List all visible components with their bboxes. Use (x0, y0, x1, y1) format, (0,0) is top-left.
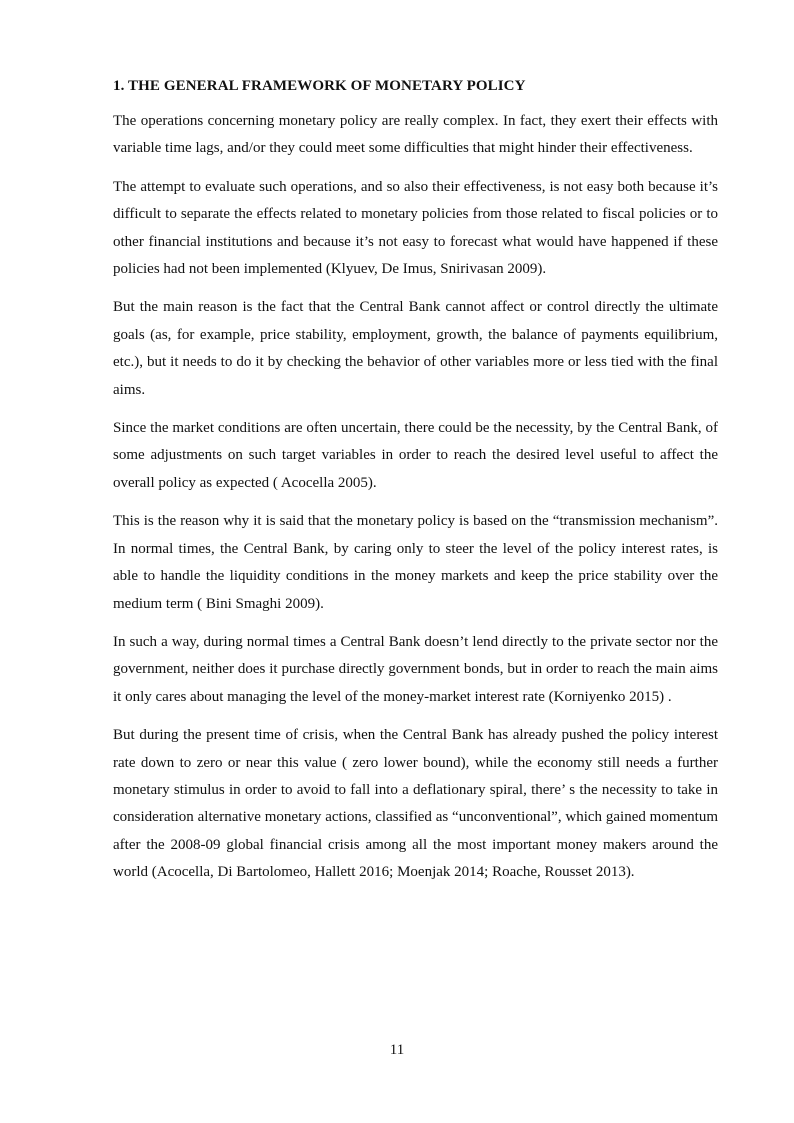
page-body (113, 76, 718, 898)
paragraph: In such a way, during normal times a Central Bank doesn’t lend directly to the private sector nor the government, neither does it purchase directly government bonds, but in order to reach the main aims it only cares about managing the level of the money-market interest rate (Korniyenko 2015) . (113, 633, 718, 705)
paragraph: But during the present time of crisis, when the Central Bank has already pushed the policy interest rate down to zero or near this value ( zero lower bound), while the economy still needs a further monetary stimulus in order to avoid to fall into a deflationary spiral, there’ s the necessity to take in consideration alternative monetary actions, classified as “unconventional”, which gained momentum after the 2008-09 global financial crisis among all the most important money makers around the world (Acocella, Di Bartolomeo, Hallett 2016; Moenjak 2014; Roache, Rousset 2013). (113, 727, 718, 881)
paragraph: The operations concerning monetary policy are really complex. In fact, they exert their effects with variable time lags, and/or they could meet some difficulties that might hinder their effectiveness. (113, 113, 718, 157)
paragraph: This is the reason why it is said that the monetary policy is based on the “transmission mechanism”. In normal times, the Central Bank, by caring only to steer the level of the policy interest rates, is able to handle the liquidity conditions in the money markets and keep the price stability over the medium term ( Bini Smaghi 2009). (113, 513, 718, 612)
paragraph: But the main reason is the fact that the Central Bank cannot affect or control directly the ultimate goals (as, for example, price stability, employment, growth, the balance of payments equilibrium, etc.), but it needs to do it by checking the behavior of other variables more or less tied with the final aims. (113, 299, 718, 398)
paragraph: Since the market conditions are often uncertain, there could be the necessity, by the Central Bank, of some adjustments on such target variables in order to reach the desired level useful to affect the overall policy as expected ( Acocella 2005). (113, 420, 718, 491)
paragraph: The attempt to evaluate such operations, and so also their effectiveness, is not easy both because it’s difficult to separate the effects related to monetary policies from those related to fiscal policies or to other financial institutions and because it’s not easy to forecast what would have happened if these policies had not been implemented (Klyuev, De Imus, Snirivasan 2009). (113, 178, 718, 278)
section-heading: 1. THE GENERAL FRAMEWORK OF MONETARY POLICY (113, 78, 526, 94)
page-number: 11 (389, 1042, 405, 1058)
